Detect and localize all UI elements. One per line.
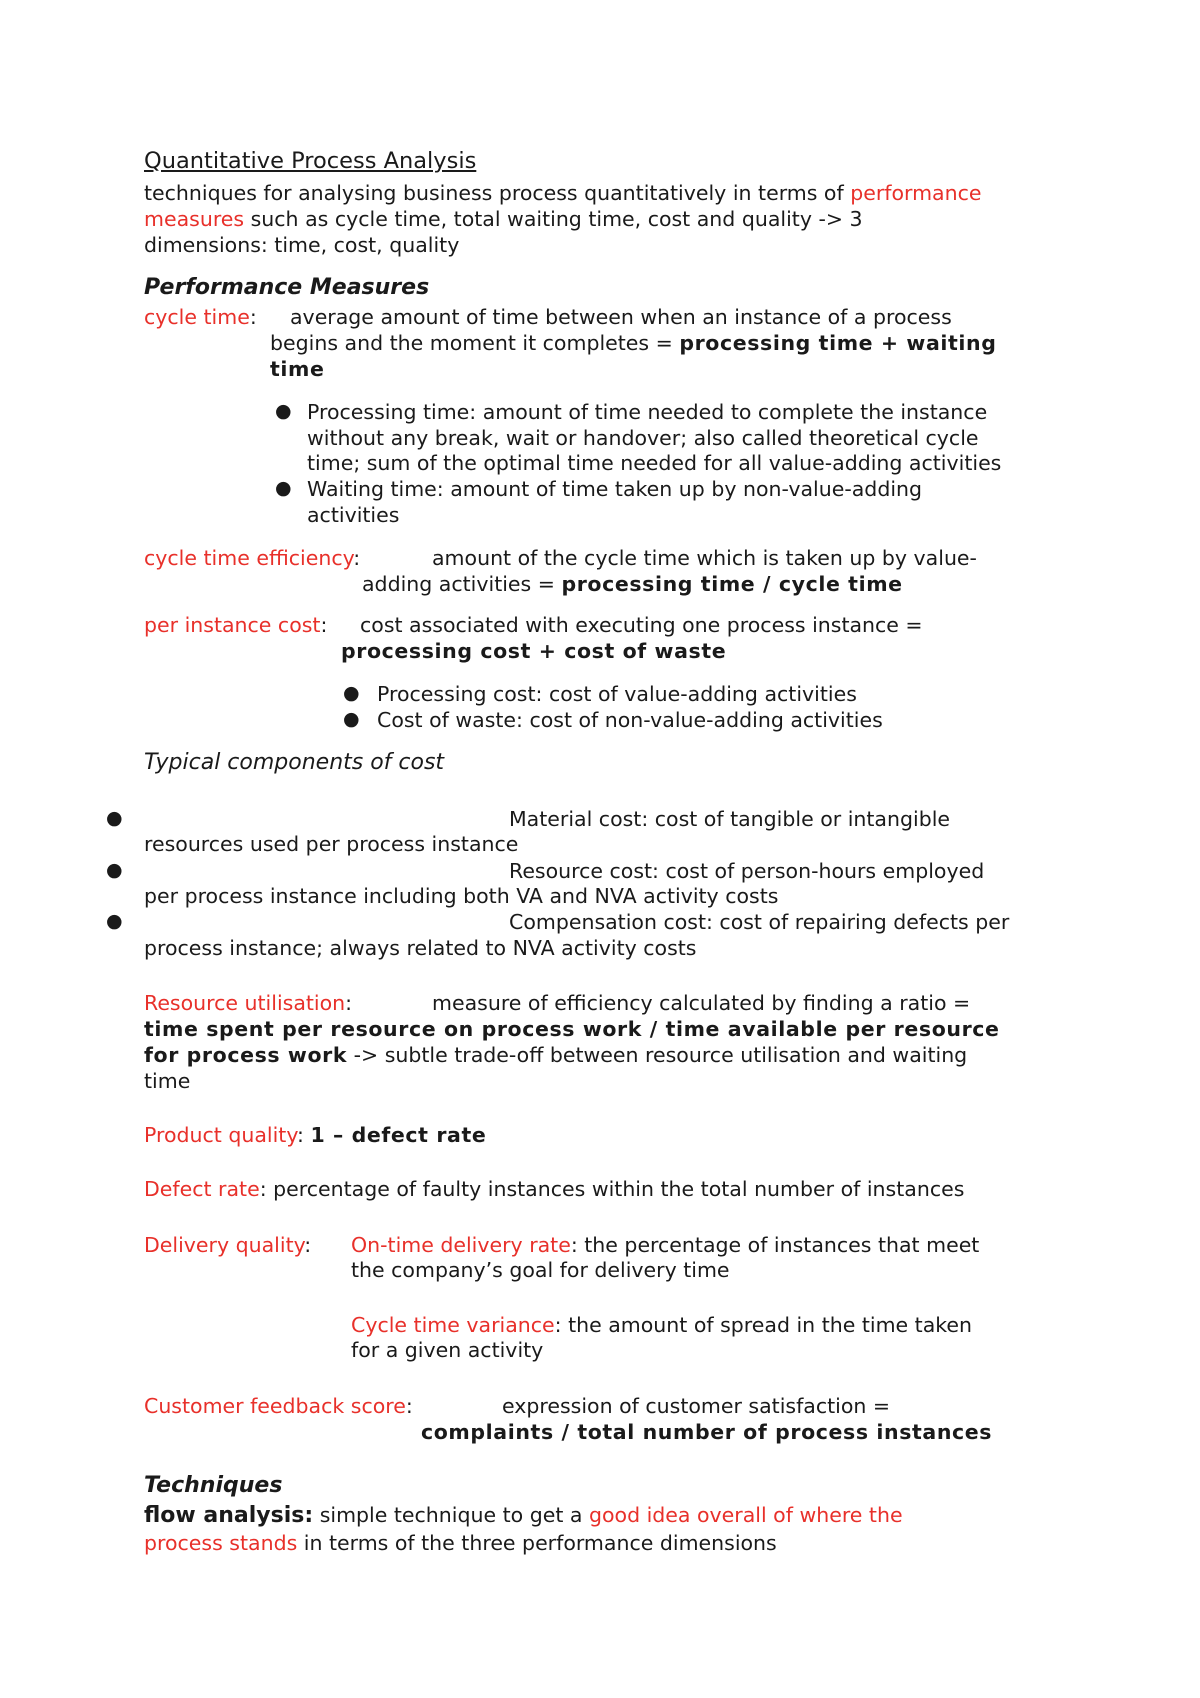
page-title: Quantitative Process Analysis bbox=[144, 148, 477, 174]
utilisation-line-3 bbox=[144, 1045, 967, 1066]
term-label: Product quality bbox=[144, 1123, 297, 1147]
ontime-line-1 bbox=[351, 1235, 979, 1256]
bullet-text: Cost of waste: cost of non-value-adding activities bbox=[377, 708, 883, 732]
component-text: Material cost: cost of tangible or intangible bbox=[509, 807, 951, 831]
bullet-icon: ● bbox=[275, 400, 292, 422]
intro-text: such as cycle time, total waiting time, cost and quality -> 3 bbox=[244, 207, 863, 231]
term-colon: : bbox=[320, 613, 328, 637]
definition-text: in terms of the three performance dimensions bbox=[297, 1531, 777, 1555]
bullet-text: Processing time: amount of time needed to complete the instance bbox=[307, 400, 988, 424]
cost-line-1 bbox=[144, 615, 327, 636]
term-label: Delivery quality bbox=[144, 1233, 305, 1257]
definition-text: simple technique to get a bbox=[313, 1503, 589, 1527]
feedback-label bbox=[144, 1396, 413, 1417]
efficiency-line-1 bbox=[144, 548, 360, 569]
technique-label: flow analysis: bbox=[144, 1503, 314, 1528]
highlight-term: measures bbox=[144, 207, 245, 231]
formula-text: for process work bbox=[144, 1043, 348, 1067]
cycle-time-line-2 bbox=[270, 333, 997, 354]
bullet-icon: ● bbox=[106, 859, 123, 881]
term-colon: : bbox=[405, 1394, 413, 1418]
formula-text: processing cost + cost of waste bbox=[341, 639, 727, 663]
definition-text: : percentage of faulty instances within the total number of instances bbox=[259, 1177, 965, 1201]
definition-text: : the percentage of instances that meet bbox=[570, 1233, 980, 1257]
definition-text: begins and the moment it completes = bbox=[270, 331, 680, 355]
utilisation-line-1 bbox=[144, 993, 352, 1014]
formula-text: time bbox=[270, 357, 325, 381]
formula-text: processing time / cycle time bbox=[561, 572, 903, 596]
intro-line-2 bbox=[144, 209, 863, 230]
highlight-term: good idea overall of where the bbox=[588, 1503, 903, 1527]
delivery-label bbox=[144, 1235, 311, 1256]
term-colon: : bbox=[297, 1123, 311, 1147]
bullet-text: Waiting time: amount of time taken up by non-value-adding bbox=[307, 477, 923, 501]
term-label: Customer feedback score bbox=[144, 1394, 406, 1418]
section-heading-performance: Performance Measures bbox=[144, 275, 430, 300]
highlight-term: performance bbox=[850, 181, 982, 205]
definition-text: -> subtle trade-off between resource utilisation and waiting bbox=[347, 1043, 968, 1067]
cost-definition: cost associated with executing one process instance = bbox=[360, 613, 923, 637]
defect-rate-line bbox=[144, 1179, 964, 1200]
cycle-time-line-1 bbox=[144, 307, 257, 328]
component-text: per process instance including both VA and NVA activity costs bbox=[144, 884, 779, 908]
intro-line-1 bbox=[144, 183, 982, 204]
definition-text: for a given activity bbox=[351, 1338, 544, 1362]
component-text: Compensation cost: cost of repairing defects per bbox=[509, 910, 1010, 934]
definition-text: adding activities = bbox=[362, 572, 562, 596]
component-text: resources used per process instance bbox=[144, 832, 519, 856]
product-quality-line bbox=[144, 1125, 486, 1146]
cycle-time-definition: average amount of time between when an instance of a process bbox=[290, 305, 952, 329]
bullet-icon: ● bbox=[275, 477, 292, 499]
bullet-icon: ● bbox=[106, 910, 123, 932]
component-text: Resource cost: cost of person-hours employed bbox=[509, 859, 985, 883]
term-colon: : bbox=[304, 1233, 312, 1257]
term-colon: : bbox=[345, 991, 353, 1015]
bullet-icon: ● bbox=[343, 682, 360, 704]
formula-text: time spent per resource on process work / time available per resource bbox=[144, 1017, 1000, 1041]
term-label: Resource utilisation bbox=[144, 991, 346, 1015]
section-heading-components: Typical components of cost bbox=[144, 750, 445, 775]
definition-text: : the amount of spread in the time taken bbox=[554, 1313, 973, 1337]
term-label: Defect rate bbox=[144, 1177, 260, 1201]
bullet-icon: ● bbox=[343, 708, 360, 730]
bullet-text: without any break, wait or handover; also called theoretical cycle bbox=[307, 426, 979, 450]
intro-line-3: dimensions: time, cost, quality bbox=[144, 233, 460, 257]
flow-line-1 bbox=[144, 1505, 903, 1527]
definition-text: time bbox=[144, 1069, 191, 1093]
bullet-text: time; sum of the optimal time needed for all value-adding activities bbox=[307, 451, 1002, 475]
term-colon: : bbox=[249, 305, 257, 329]
variance-line-1 bbox=[351, 1315, 972, 1336]
formula-text: complaints / total number of process instances bbox=[421, 1420, 993, 1444]
bullet-text: activities bbox=[307, 503, 400, 527]
definition-text: the company’s goal for delivery time bbox=[351, 1258, 730, 1282]
section-heading-techniques: Techniques bbox=[144, 1473, 283, 1498]
term-colon: : bbox=[353, 546, 361, 570]
term-label: cycle time bbox=[144, 305, 250, 329]
term-label: cycle time efficiency bbox=[144, 546, 354, 570]
formula-text: 1 – defect rate bbox=[310, 1123, 487, 1147]
bullet-icon: ● bbox=[106, 807, 123, 829]
component-text: process instance; always related to NVA activity costs bbox=[144, 936, 697, 960]
intro-text: techniques for analysing business process quantitatively in terms of bbox=[144, 181, 851, 205]
utilisation-definition: measure of efficiency calculated by finding a ratio = bbox=[432, 991, 971, 1015]
formula-text: processing time + waiting bbox=[679, 331, 997, 355]
efficiency-definition: amount of the cycle time which is taken up by value- bbox=[432, 546, 977, 570]
efficiency-line-2 bbox=[362, 574, 903, 595]
term-label: per instance cost bbox=[144, 613, 321, 637]
term-label: On-time delivery rate bbox=[351, 1233, 571, 1257]
feedback-definition: expression of customer satisfaction = bbox=[502, 1394, 891, 1418]
highlight-term: process stands bbox=[144, 1531, 298, 1555]
bullet-text: Processing cost: cost of value-adding activities bbox=[377, 682, 857, 706]
term-label: Cycle time variance bbox=[351, 1313, 555, 1337]
flow-line-2 bbox=[144, 1533, 777, 1554]
